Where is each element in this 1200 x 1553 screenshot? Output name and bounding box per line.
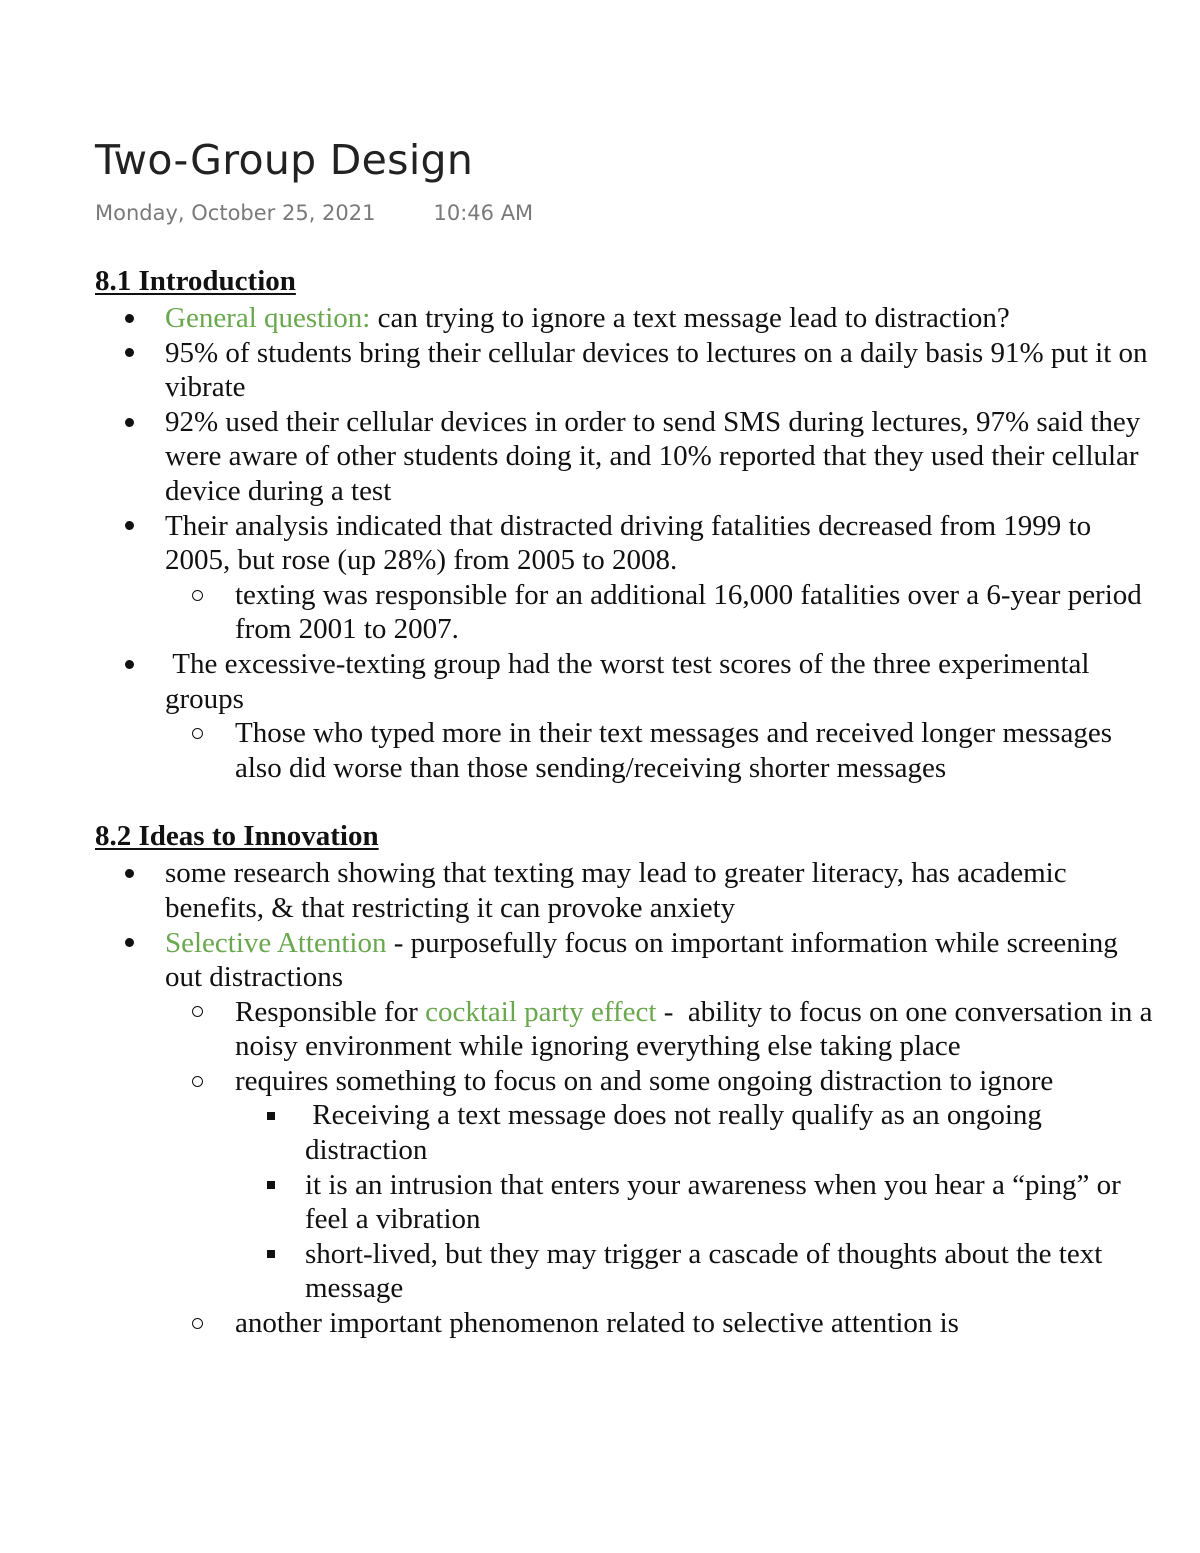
list-item-text: some research showing that texting may lead to greater literacy, has academic benefits, & that restricting it can provoke anxiety [165, 857, 1067, 924]
term-highlight: cocktail party effect [425, 995, 657, 1028]
list-item-text: Responsible for [235, 995, 426, 1028]
list-item-text: Those who typed more in their text messages and received longer messages also did worse than those sending/receiving shorter messages [235, 717, 1112, 784]
list-item-text: requires something to focus on and some ongoing distraction to ignore [235, 1064, 1054, 1097]
list-item-text: short-lived, but they may trigger a cascade of thoughts about the text message [305, 1237, 1103, 1305]
bullet-icon [125, 856, 134, 891]
circle-bullet-icon [192, 995, 203, 1030]
note-content [95, 0, 1160, 1436]
square-bullet-icon [267, 1098, 275, 1133]
circle-bullet-icon [192, 1064, 203, 1099]
circle-bullet-icon [192, 716, 203, 751]
sub-sub-list-item [95, 1237, 1155, 1306]
bullet-icon [125, 926, 134, 961]
sub-list-item [95, 578, 1155, 647]
list-item [95, 301, 1155, 336]
page-time: 10:46 AM [433, 201, 534, 225]
list-item-text: 92% used their cellular devices in order to send SMS during lectures, 97% said they were aware of other students doing it, and 10% reported that they used their cellular device during a test [165, 405, 1141, 507]
list-item-text: - purposefully focus on important information while screening out distractions [165, 926, 1118, 994]
bullet-icon [125, 336, 134, 371]
sub-list-item [95, 716, 1155, 785]
section-heading-ideas-to-innovation: 8.2 Ideas to Innovation [95, 820, 379, 853]
list-item-text: Their analysis indicated that distracted driving fatalities decreased from 1999 to 2005, but rose (up 28%) from 2005 to 2008. [165, 509, 1092, 577]
list-item-text: can trying to ignore a text message lead to distraction? [370, 302, 1010, 334]
list-item [95, 926, 1155, 995]
circle-bullet-icon [192, 1306, 203, 1341]
sub-list-item [95, 1064, 1155, 1099]
bullet-icon [125, 405, 134, 440]
introduction-list [95, 301, 1155, 785]
list-item [95, 647, 1155, 716]
circle-bullet-icon [192, 578, 203, 613]
list-item-text: another important phenomenon related to selective attention is [235, 1307, 959, 1340]
ideas-list [95, 856, 1160, 1340]
bullet-icon [125, 647, 134, 682]
list-item-text: texting was responsible for an additional 16,000 fatalities over a 6-year period from 2001 to 2007. [235, 578, 1142, 646]
sub-list-item [95, 995, 1160, 1064]
list-item-text: 95% of students bring their cellular devices to lectures on a daily basis 91% put it on vibrate [165, 336, 1148, 404]
page-date: Monday, October 25, 2021 [95, 201, 376, 225]
sub-sub-list-item [95, 1168, 1155, 1237]
term-highlight: Selective Attention [165, 926, 387, 959]
list-item [95, 509, 1155, 578]
sub-list-item [95, 1306, 1155, 1341]
list-item [95, 405, 1155, 509]
square-bullet-icon [267, 1237, 275, 1272]
list-item-text: - ability to focus on one conversation in a noisy environment while ignoring everything else taking place [235, 995, 1160, 1063]
page-timestamp [95, 199, 533, 227]
list-item-text: Receiving a text message does not really qualify as an ongoing distraction [305, 1099, 1050, 1167]
list-item-text: The excessive-texting group had the worst test scores of the three experimental groups [165, 647, 1097, 715]
term-highlight: General question: [165, 302, 371, 334]
page-title: Two-Group Design [95, 136, 474, 184]
bullet-icon [125, 301, 134, 336]
bullet-icon [125, 509, 134, 544]
list-item [95, 336, 1155, 405]
note-body [95, 264, 1160, 1341]
sub-sub-list-item [95, 1098, 1155, 1167]
square-bullet-icon [267, 1168, 275, 1203]
list-item [95, 856, 1155, 925]
list-item-text: it is an intrusion that enters your awareness when you hear a “ping” or feel a vibration [305, 1168, 1121, 1236]
section-heading-introduction: 8.1 Introduction [95, 265, 296, 297]
